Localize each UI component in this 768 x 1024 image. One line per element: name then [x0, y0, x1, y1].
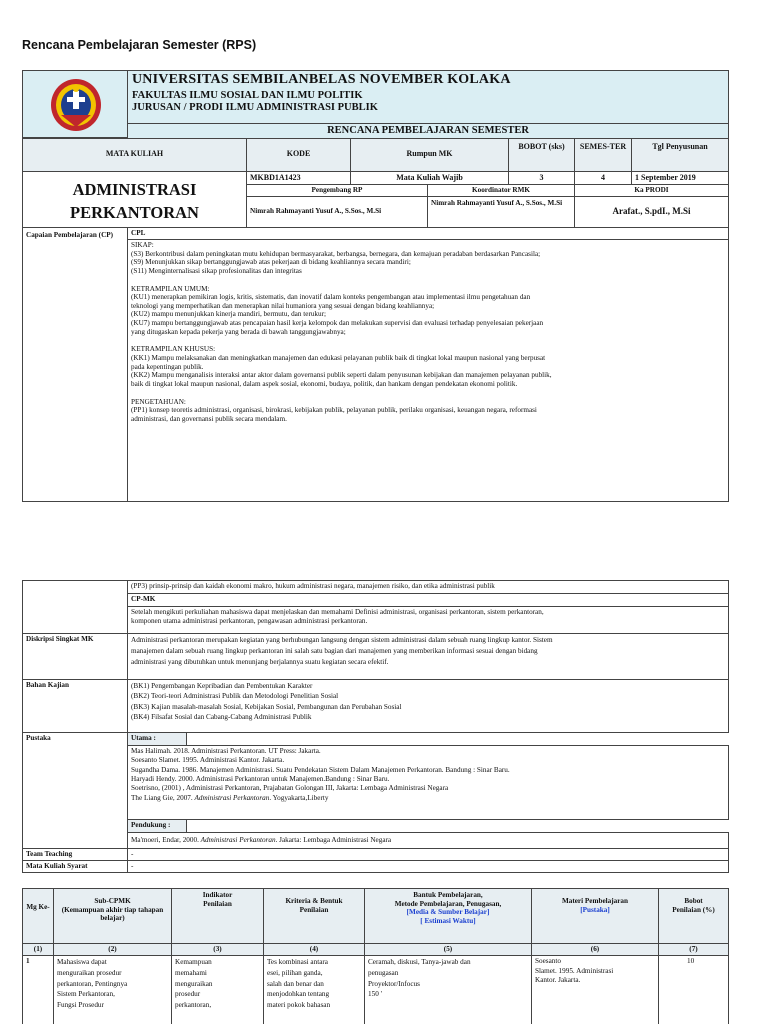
col-tgl: Tgl Penyusunan [631, 138, 729, 172]
bahan-line: (BK4) Filsafat Sosial dan Cabang-Cabang Administrasi Publik [131, 713, 312, 722]
row1-sub-line: perkantoran, Pentingnya [57, 979, 128, 988]
th-kriteria-1: Kriteria & Bentuk [285, 897, 343, 905]
cpl-line: pada kepentingan publik. [131, 362, 204, 371]
th-kriteria [263, 888, 365, 944]
course-name-cell [22, 171, 247, 228]
th-indikator-1: Indikator [202, 891, 233, 899]
rps-title-cell [127, 123, 729, 139]
th-sub-cpmk-2: (Kemampuan akhir tiap tahapan belajar) [61, 905, 164, 923]
col-rumpun: Rumpun MK [350, 138, 509, 172]
deskripsi-label: Diskripsi Singkat MK [22, 633, 128, 680]
row1-bentuk-line: Proyektor/Infocus [368, 979, 420, 988]
weekly-plan-table [22, 888, 729, 1024]
th-bentuk-1: Bantuk Pembelajaran, [413, 891, 483, 899]
row1-mg: 1 [22, 955, 54, 1024]
reference-pre: Haryadi Hendy. 2000. Administrasi Perkantoran untuk Manajemen.Bandung : Sinar Baru. [131, 775, 390, 784]
cpl-line [131, 389, 725, 398]
course-name-line2: PERKANTORAN [70, 203, 199, 222]
cpl-line: KETRAMPILAN UMUM: [131, 284, 210, 293]
pengembang-name: Nimrah Rahmayanti Yusuf A., S.Sos., M.Si [246, 196, 428, 228]
course-name-line1: ADMINISTRASI [72, 180, 197, 199]
cpmk-label: CP-MK [127, 593, 729, 607]
pendukung-title: Administrasi Perkantoran [200, 836, 276, 844]
reference-pre: Mas Halimah. 2018. Administrasi Perkantoran. UT Press: Jakarta. [131, 747, 321, 755]
utama-content [127, 745, 729, 820]
bahan-content [127, 679, 729, 733]
col-semester: SEMES-TER [574, 138, 632, 172]
th-materi-2: [Pustaka] [580, 905, 610, 914]
row1-indikator [171, 955, 264, 1024]
reference-item [131, 775, 725, 784]
university-name: UNIVERSITAS SEMBILANBELAS NOVEMBER KOLAKA [132, 72, 511, 87]
th-sub-cpmk-1: Sub-CPMK [94, 897, 131, 905]
col-num-6: (6) [531, 943, 659, 956]
row1-materi [531, 955, 659, 1024]
bahan-line: (BK3) Kajian masalah-masalah Sosial, Kebijakan Sosial, Pembangunan dan Perubahan Sosial [131, 702, 402, 711]
col-num-2: (2) [53, 943, 172, 956]
course-semester: 4 [574, 171, 632, 185]
deskripsi-line: Administrasi perkantoran merupakan kegiatan yang berhubungan langsung dengan sistem administrasi dalam sebuah ruang lingkup kantor. Sistem [131, 636, 553, 644]
cpl-line: yang ditugaskan kepada pekerja yang berada di bawah tanggungjawabnya; [131, 327, 346, 336]
rps-title: RENCANA PEMBELAJARAN SEMESTER [327, 125, 529, 136]
row1-sub-line: Sistem Perkantoran, [57, 990, 115, 999]
cpl-line: (KK1) Mampu melaksanakan dan meningkatkan manajemen dan edukasi pelayanan publik baik di tingkat lokal maupun nasional yang berpusat [131, 354, 546, 363]
row1-krit-line: materi pokok bahasan [267, 1001, 331, 1010]
deskripsi-content [127, 633, 729, 680]
bahan-label: Bahan Kajian [22, 679, 128, 733]
col-num-4: (4) [263, 943, 365, 956]
cpl-line: (S3) Berkontribusi dalam peningkatan mutu kehidupan bermasyarakat, berbangsa, bernegara, dan kemajuan peradaban berdasarkan Pancasila; [131, 249, 541, 258]
pendukung-pre: Ma'moeri, Endar, 2000. [131, 836, 201, 844]
th-bentuk-2: Metode Pembelajaran, Penugasan, [394, 899, 502, 908]
kaprodi-label: Ka PRODI [574, 184, 729, 197]
cpmk-content [127, 606, 729, 634]
cpl-line: baik di tingkat lokal maupun nasional, dalam aspek sosial, ekonomi, budaya, politik, dan hankam dengan pendekatan ekonomi politik. [131, 379, 518, 388]
row1-materi-line: Soesanto [535, 957, 561, 965]
reference-item [131, 747, 725, 756]
th-materi-1: Materi Pembelajaran [561, 897, 629, 905]
institution-cell [127, 70, 729, 124]
row1-bentuk-line: 150 ' [368, 990, 382, 999]
reference-pre: Soetrisno, (2001) , Administrasi Perkantoran, Prajabatan Golongan III, Jakarta: Lembaga Administrasi Negara [131, 784, 449, 793]
th-bobot-1: Bobot [684, 897, 703, 905]
th-bobot-2: Penilaian (%) [672, 905, 715, 914]
bahan-line: (BK1) Pengembangan Kepribadian dan Pembentukan Karakter [131, 682, 313, 690]
team-value: - [127, 848, 729, 861]
cpl-line [131, 276, 725, 285]
pendukung-post: . Jakarta: Lembaga Administrasi Negara [275, 836, 392, 844]
row1-sub-line: menguraikan prosedur [57, 968, 122, 977]
cpl-label: CPL [127, 227, 729, 240]
koordinator-name: Nimrah Rahmayanti Yusuf A., S.Sos., M.Si [427, 196, 575, 228]
reference-pre: Soesanto Slamet. 1995. Administrasi Kantor. Jakarta. [131, 756, 285, 765]
cpl-line: administrasi, dan governansi publik secara mendalam. [131, 414, 287, 423]
row1-materi-line: Kantor. Jakarta. [535, 976, 581, 985]
row1-ind-line: memahami [175, 968, 207, 977]
row1-bentuk-line: penugasan [368, 968, 399, 977]
bahan-line: (BK2) Teori-teori Administrasi Publik dan Metodologi Penelitian Sosial [131, 692, 339, 701]
th-bentuk-4: [ Estimasi Waktu] [420, 916, 476, 925]
cpmk-line: Setelah mengikuti perkuliahan mahasiswa dapat menjelaskan dan memahami Definisi administrasi, organisasi perkantoran, sistem perkantoran, [131, 608, 544, 616]
reference-pre: The Liang Gie, 2007. [131, 793, 195, 802]
th-sub-cpmk [53, 888, 172, 944]
cpl-line: (KU2) mampu menunjukkan kinerja mandiri, bermutu, dan terukur; [131, 310, 327, 319]
row1-ind-line: perkantoran, [175, 1001, 212, 1010]
course-code: MKBD1A1423 [246, 171, 351, 185]
row1-ind-line: menguraikan [175, 979, 213, 988]
logo-cell [22, 70, 128, 138]
cpl-line: teknologi yang memperhatikan dan menerapkan nilai humaniora yang sesuai dengan bidang keahliannya; [131, 301, 435, 310]
row1-bentuk [364, 955, 532, 1024]
document-title: Rencana Pembelajaran Semester (RPS) [22, 38, 257, 52]
department-name: JURUSAN / PRODI ILMU ADMINISTRASI PUBLIK [132, 102, 378, 114]
course-sks: 3 [508, 171, 575, 185]
row1-sub-cpmk [53, 955, 172, 1024]
row1-materi-line: Slamet. 1995. Administrasi [535, 966, 614, 975]
cpl-line [131, 336, 725, 345]
th-mg: Mg Ke- [22, 888, 54, 944]
team-label: Team Teaching [22, 848, 128, 861]
cpmk-line: komponen utama administrasi perkantoran, pengawasan administrasi perkantoran. [131, 616, 368, 625]
cpl-line: SIKAP: [131, 241, 154, 249]
reference-item [131, 756, 725, 765]
deskripsi-line: administrasi yang dibutuhkan untuk menunjang berjalannya suatu kegiatan secara efektif. [131, 658, 389, 667]
row1-krit-line: salah dan benar dan [267, 979, 324, 988]
row1-krit-line: esei, pilihan ganda, [267, 968, 323, 977]
reference-it: Administrasi Perkantoran [194, 793, 270, 802]
th-bobot [658, 888, 729, 944]
reference-pre: Sugandha Dama. 1986. Manajemen Administrasi. Suatu Pendekatan Sistem Dalam Manajemen Perkantoran. Bandung : Sinar Baru. [131, 765, 510, 774]
th-kriteria-2: Penilaian [299, 905, 329, 914]
row1-krit-line: Tes kombinasi antara [267, 958, 328, 966]
row1-ind-line: Kemampuan [175, 958, 212, 966]
reference-item [131, 766, 725, 775]
row1-sub-line: Fungsi Prosedur [57, 1001, 104, 1010]
row1-bentuk-line: Ceramah, diskusi, Tanya-jawab dan [368, 958, 471, 966]
cpl-line: (KU7) mampu bertanggungjawab atas pencapaian hasil kerja kelompok dan melakukan supervisi dan evaluasi terhadap penyelesaian pekerjaan [131, 319, 544, 328]
course-date: 1 September 2019 [631, 171, 729, 185]
pendukung-label: Pendukung : [127, 819, 187, 833]
pp3-line: (PP3) prinsip-prinsip dan kaidah ekonomi makro, hukum administrasi negara, manajemen risiko, dan etika administrasi publik [127, 580, 729, 594]
row1-kriteria [263, 955, 365, 1024]
faculty-name: FAKULTAS ILMU SOSIAL DAN ILMU POLITIK [132, 89, 363, 101]
col-num-7: (7) [658, 943, 729, 956]
cpl-line: PENGETAHUAN: [131, 397, 186, 406]
th-indikator-2: Penilaian [203, 899, 232, 908]
rps-detail-table [22, 580, 729, 880]
rps-header-table [22, 70, 729, 502]
deskripsi-line: manajemen dalam sebuah ruang lingkup perkantoran ini salah satu bagian dari manajemen yang memberikan informasi sesuai dengan bidang [131, 647, 538, 656]
cp-label: Capaian Pembelajaran (CP) [22, 227, 128, 502]
pustaka-label: Pustaka [22, 732, 128, 849]
th-indikator [171, 888, 264, 944]
university-logo-icon [49, 77, 103, 133]
col-kode: KODE [246, 138, 351, 172]
cpl-line: (KU1) menerapkan pemikiran logis, kritis, sistematis, dan inovatif dalam konteks pengembangan atau implementasi ilmu pengetahuan dan [131, 293, 531, 302]
koordinator-label: Koordinator RMK [427, 184, 575, 197]
pengembang-label: Pengembang RP [246, 184, 428, 197]
cpl-line: KETRAMPILAN KHUSUS: [131, 345, 216, 354]
cpl-line: (S9) Menunjukkan sikap bertanggungjawab atas pekerjaan di bidang keahliannya secara mandiri; [131, 258, 411, 267]
row1-sub-line: Mahasiswa dapat [57, 958, 107, 966]
col-num-1: (1) [22, 943, 54, 956]
course-rumpun: Mata Kuliah Wajib [350, 171, 509, 185]
kaprodi-name: Arafat., S.pdI., M.Si [574, 196, 729, 228]
col-num-3: (3) [171, 943, 264, 956]
pendukung-content [127, 832, 729, 849]
th-bentuk-3: [Media & Sumber Belajar] [406, 908, 490, 917]
syarat-value: - [127, 860, 729, 873]
col-num-5: (5) [364, 943, 532, 956]
cpl-content [127, 239, 729, 502]
col-mata-kuliah: MATA KULIAH [22, 138, 247, 172]
th-bentuk [364, 888, 532, 944]
row1-bobot: 10 [658, 955, 729, 1024]
cpl-line: (S11) Menginternalisasi sikap profesionalitas dan integritas [131, 266, 302, 275]
col-bobot: BOBOT (sks) [508, 138, 575, 172]
th-materi [531, 888, 659, 944]
cpl-line: (PP1) konsep teoretis administrasi, organisasi, birokrasi, kebijakan publik, pelayanan publik, perilaku organisasi, keuangan negara, reformasi [131, 406, 537, 415]
reference-item [131, 784, 725, 793]
cpl-line: (KK2) Mampu menganalisis interaksi antar aktor dalam governansi publik seperti dalam penyusunan kebijakan dan manajemen pelayanan publik, [131, 371, 552, 380]
row1-ind-line: prosedur [175, 990, 201, 999]
syarat-label: Mata Kuliah Syarat [22, 860, 128, 873]
reference-item [131, 794, 725, 803]
reference-post: . Yogyakarta,Liberty [269, 793, 329, 802]
row1-krit-line: menjodohkan tentang [267, 990, 330, 999]
utama-label: Utama : [127, 732, 187, 746]
